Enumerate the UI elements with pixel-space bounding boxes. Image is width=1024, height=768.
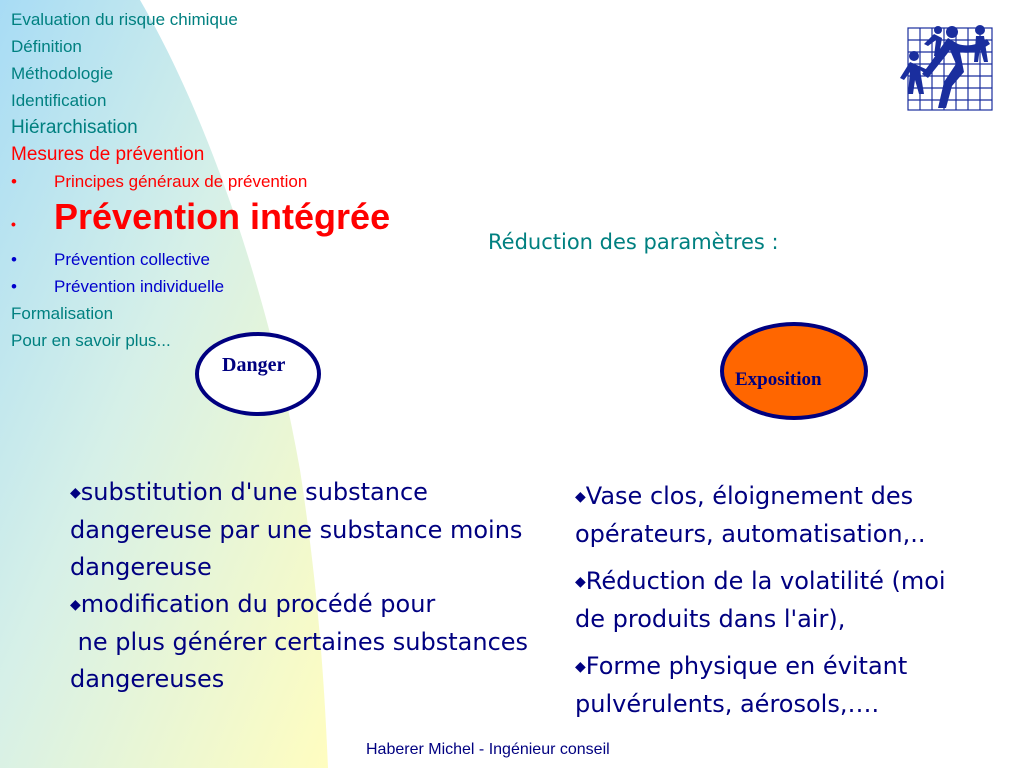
bullet: • [11, 250, 17, 269]
list-item-text: substitution d'une substance dangereuse par une substance moins dangereuse [70, 478, 523, 581]
nav-subitem-prevention-integree[interactable] [11, 195, 390, 246]
list-item-text: Forme physique en évitant [585, 652, 908, 680]
danger-measures-list [70, 474, 536, 698]
diamond-bullet-icon: ◆ [70, 485, 81, 501]
list-item-continuation: de produits dans l'air), [575, 605, 846, 633]
list-item-text: Vase clos, éloignement des [585, 482, 914, 510]
list-item [575, 648, 1024, 723]
list-item [70, 586, 530, 624]
exposure-measures-list [575, 478, 1024, 733]
nav-item-en-savoir-plus[interactable]: Pour en savoir plus... [11, 331, 171, 350]
navigation-menu [11, 6, 390, 354]
diamond-bullet-icon: ◆ [70, 597, 81, 613]
list-item-continuation: ne plus générer certaines substances dangereuses [70, 628, 536, 693]
list-item [70, 474, 530, 586]
people-grid-logo-icon [894, 22, 1006, 112]
nav-item-hierarchisation[interactable]: Hiérarchisation [11, 117, 138, 138]
list-item-continuation: opérateurs, automatisation,.. [575, 520, 926, 548]
diamond-bullet-icon: ◆ [575, 574, 586, 590]
bullet: • [11, 172, 17, 191]
nav-subitem-principes[interactable] [11, 168, 390, 195]
nav-subitem-label: Prévention collective [54, 250, 210, 269]
diamond-bullet-icon: ◆ [575, 489, 586, 505]
list-item [575, 478, 1024, 553]
nav-item-identification[interactable]: Identification [11, 91, 107, 110]
list-item-text: modification du procédé pour [80, 590, 436, 618]
nav-subitem-label: Prévention intégrée [54, 196, 391, 237]
section-subtitle: Réduction des paramètres : [488, 230, 779, 254]
nav-subitem-label: Principes généraux de prévention [54, 172, 308, 191]
footer-author: Haberer Michel - Ingénieur conseil [366, 741, 610, 758]
nav-item-methodologie[interactable]: Méthodologie [11, 64, 114, 83]
nav-subitem-prevention-individuelle[interactable] [11, 273, 390, 300]
nav-item-mesures-prevention[interactable]: Mesures de prévention [11, 144, 205, 165]
nav-item-evaluation[interactable]: Evaluation du risque chimique [11, 10, 238, 29]
nav-subitem-label: Prévention individuelle [54, 277, 225, 296]
danger-label: Danger [222, 354, 286, 376]
nav-item-definition[interactable]: Définition [11, 37, 82, 56]
nav-item-formalisation[interactable]: Formalisation [11, 304, 114, 323]
nav-subitem-prevention-collective[interactable] [11, 246, 390, 273]
bullet: • [11, 216, 16, 232]
exposition-label: Exposition [735, 369, 822, 390]
list-item [575, 563, 1024, 638]
bullet: • [11, 277, 17, 296]
diamond-bullet-icon: ◆ [575, 659, 586, 675]
list-item-continuation: pulvérulents, aérosols,…. [575, 690, 880, 718]
list-item-text: Réduction de la volatilité (moi [585, 567, 946, 595]
